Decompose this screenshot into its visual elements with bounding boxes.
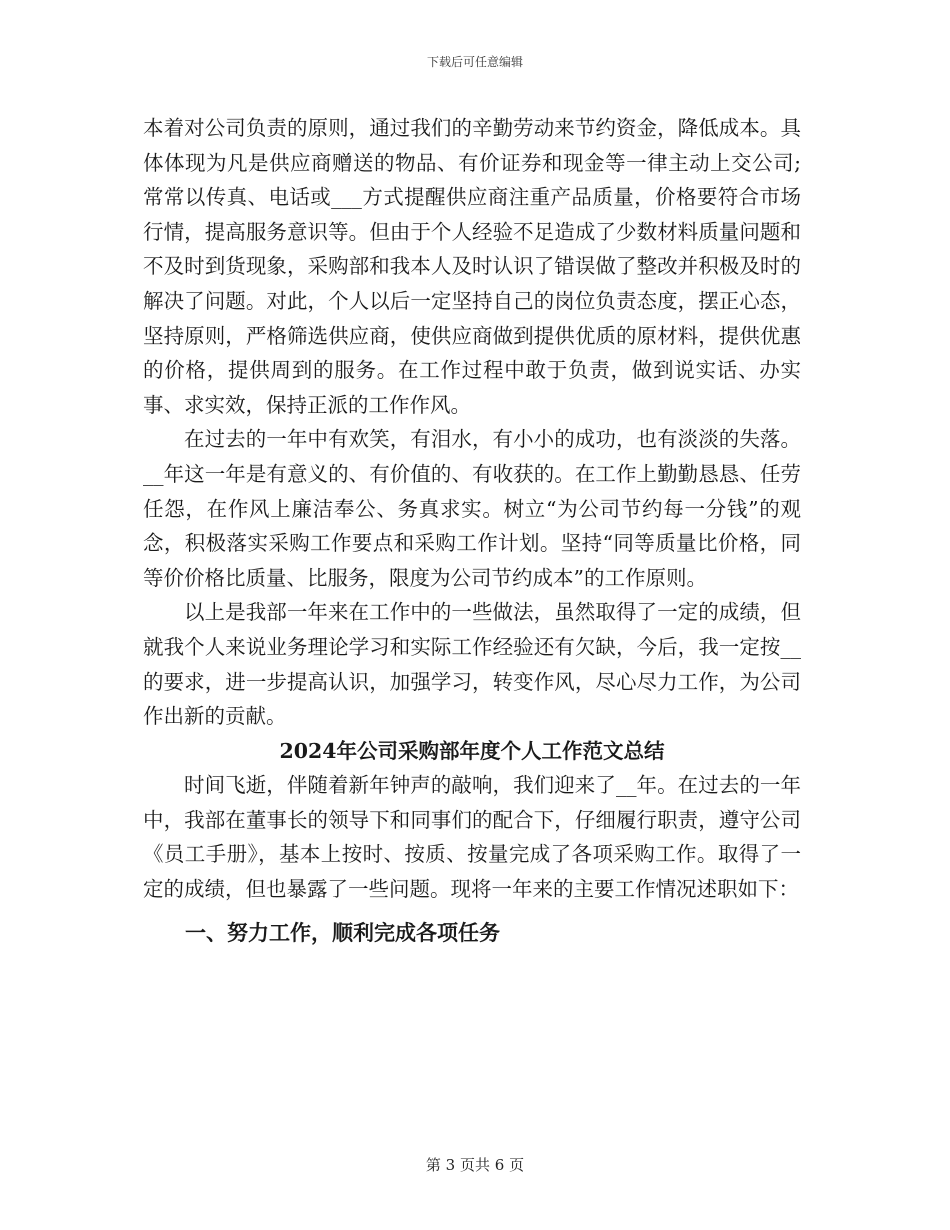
document-title: 2024年公司采购部年度个人工作范文总结	[279, 738, 665, 763]
intro-paragraph: 时间飞逝，伴随着新年钟声的敲响，我们迎来了__年。在过去的一年中，我部在董事长的领导下和同事们的配合下，仔细履行职责，遵守公司《员工手册》，基本上按时、按质、按量完成了各项采购工作。取得了一定的成绩，但也暴露了一些问题。现将一年来的主要工作情况述职如下：	[143, 773, 801, 902]
page-header: 下载后可任意编辑	[426, 55, 523, 69]
paragraph-continued: 本着对公司负责的原则，通过我们的辛勤劳动来节约资金，降低成本。具体体现为凡是供应商赠送的物品、有价证券和现金等一律主动上交公司;常常以传真、电话或___方式提醒供应商注重产品质量，价格要符合市场行情，提高服务意识等。但由于个人经验不足造成了少数材料质量问题和不及时到货现象，采购部和我本人及时认识了错误做了整改并积极及时的解决了问题。对此，个人以后一定坚持自己的岗位负责态度，摆正心态，坚持原则，严格筛选供应商，使供应商做到提供优质的原材料，提供优惠的价格，提供周到的服务。在工作过程中敢于负责，做到说实话、办实事、求实效，保持正派的工作作风。	[143, 116, 801, 417]
paragraph: 以上是我部一年来在工作中的一些做法，虽然取得了一定的成绩，但就我个人来说业务理论学习和实际工作经验还有欠缺，今后，我一定按__的要求，进一步提高认识，加强学习，转变作风，尽心尽力工作，为公司作出新的贡献。	[143, 600, 801, 729]
paragraph: 在过去的一年中有欢笑，有泪水，有小小的成功，也有淡淡的失落。__年这一年是有意义的、有价值的、有收获的。在工作上勤勤恳恳、任劳任怨，在作风上廉洁奉公、务真求实。树立“为公司节约每一分钱”的观念，积极落实采购工作要点和采购工作计划。坚持“同等质量比价格，同等价价格比质量、比服务，限度为公司节约成本”的工作原则。	[143, 427, 801, 590]
section-heading: 一、努力工作，顺利完成各项任务	[185, 919, 500, 945]
document-body	[143, 111, 801, 951]
page-footer: 第 3 页共 6 页	[425, 1156, 525, 1174]
